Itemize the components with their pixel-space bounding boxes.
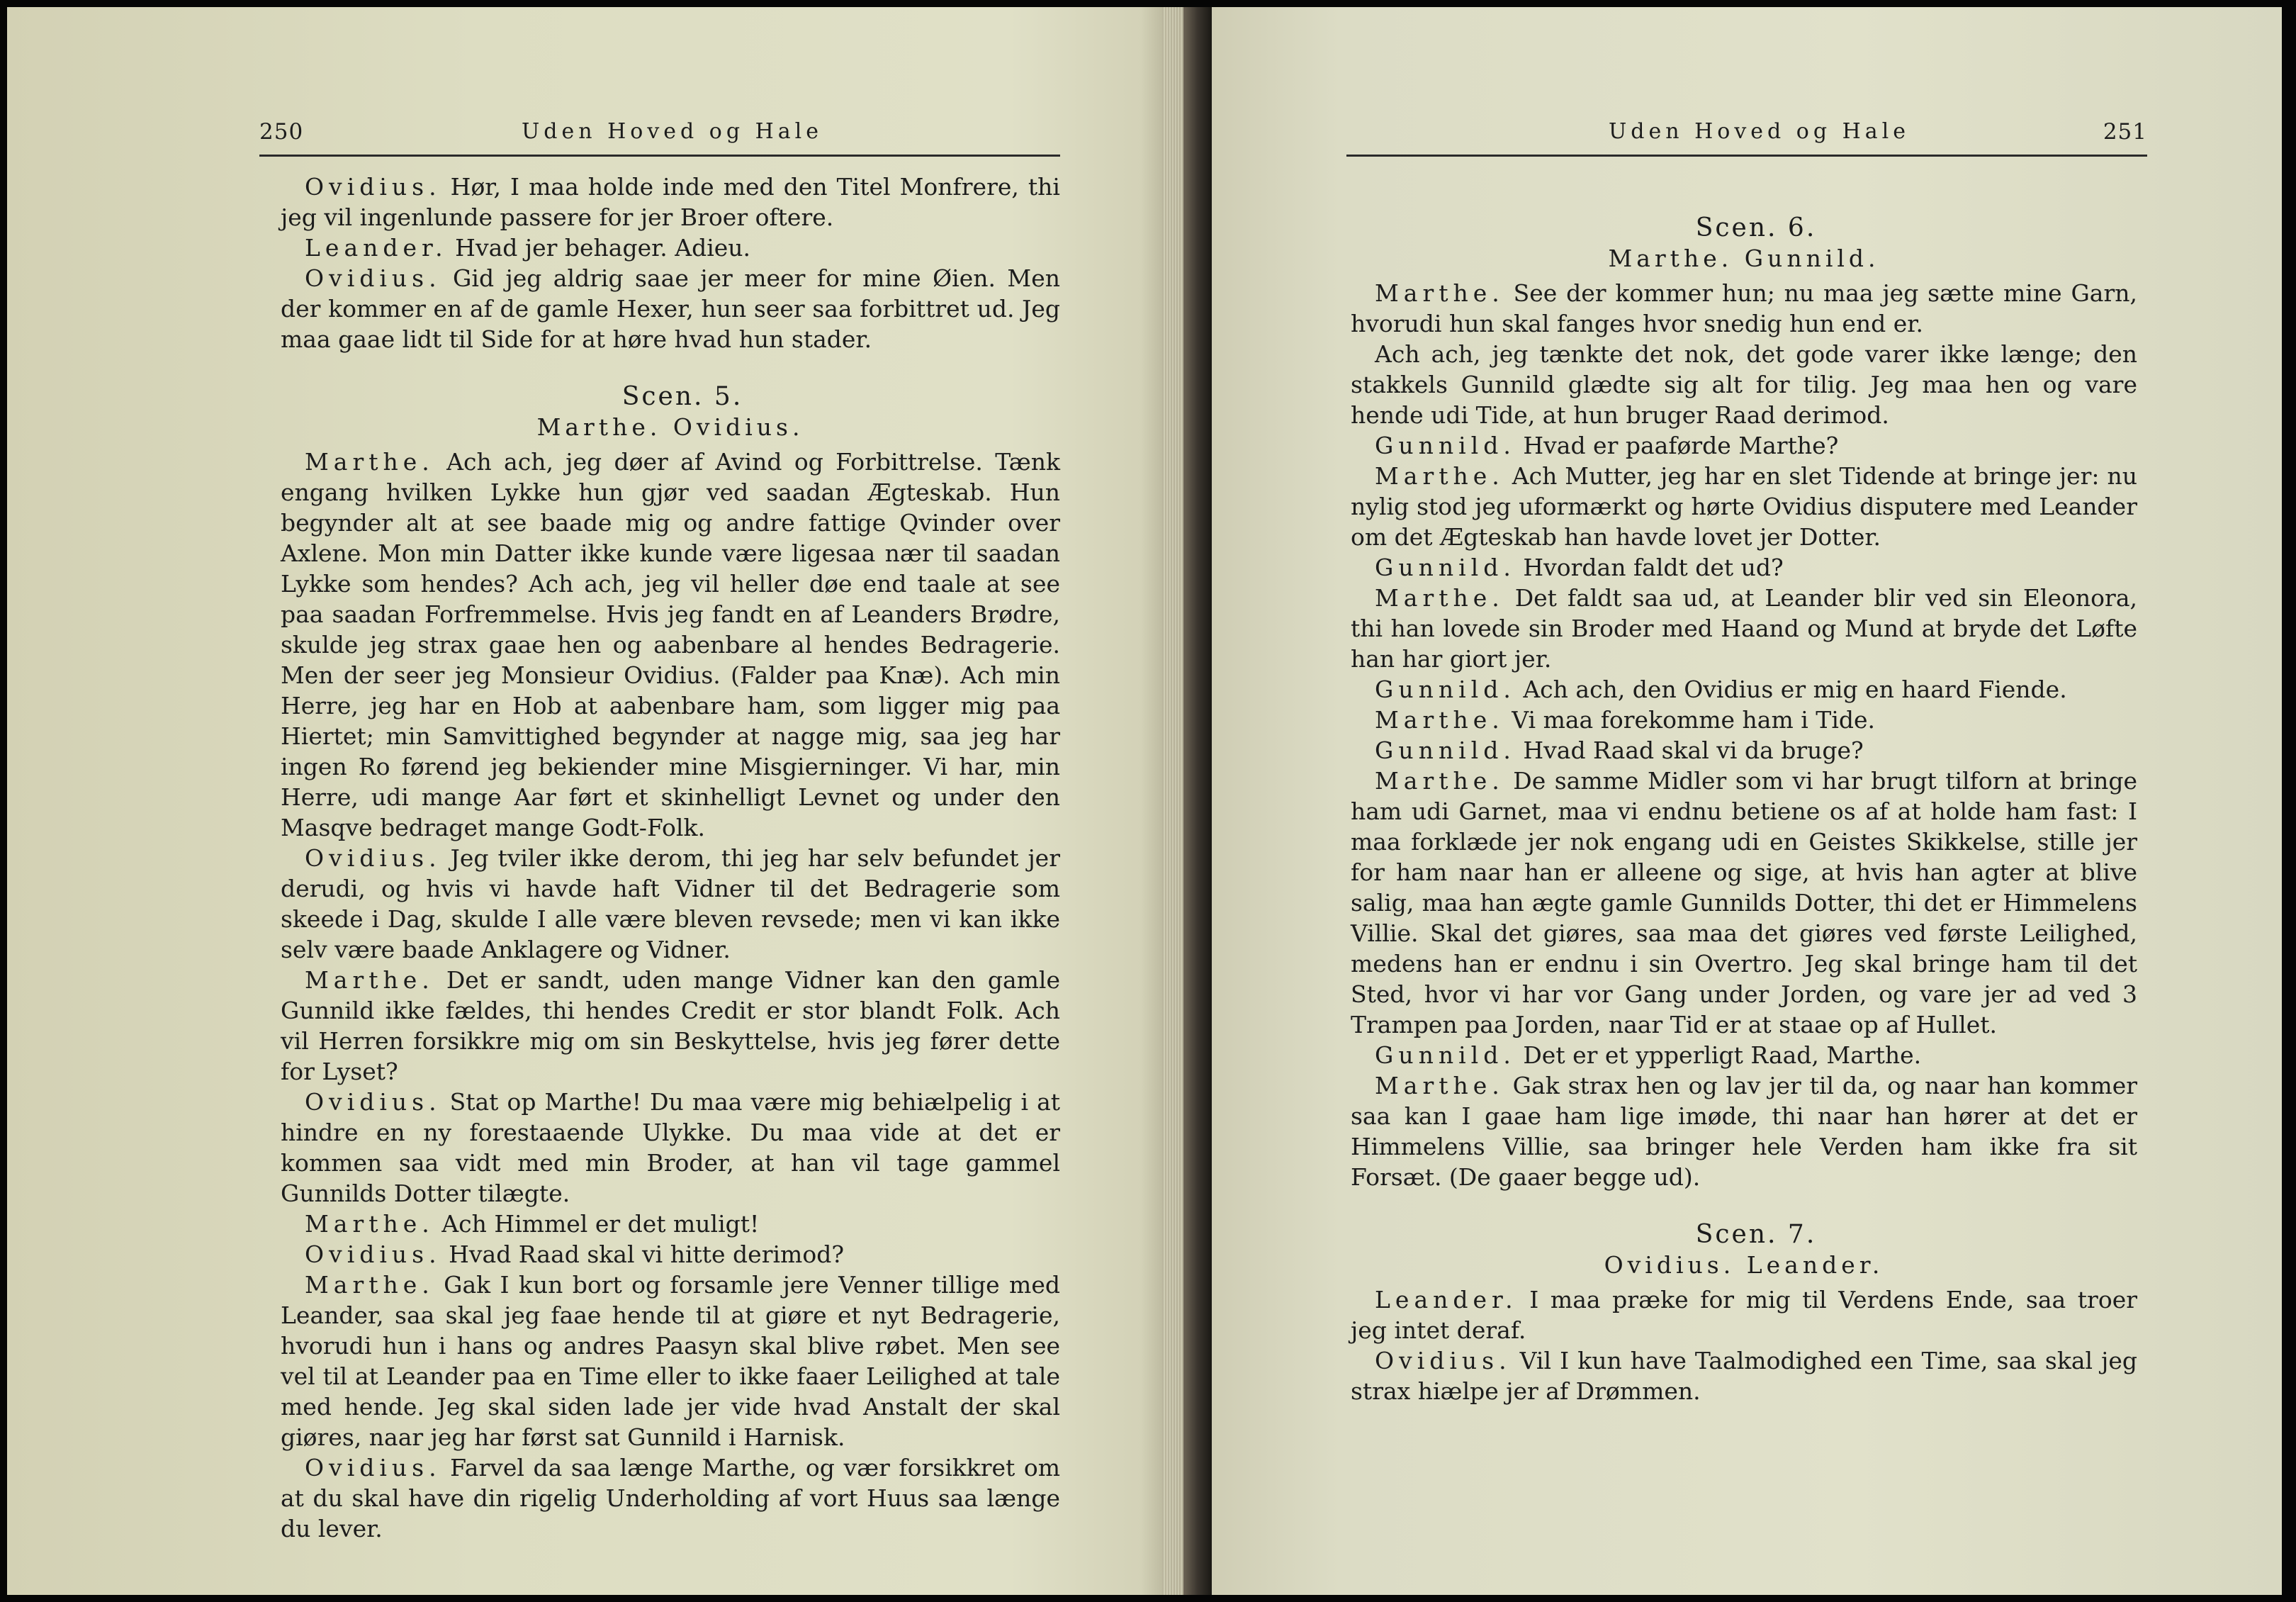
dialogue-line [281, 263, 1060, 354]
page-body [1351, 213, 2137, 1406]
dialogue-line [281, 1209, 1060, 1239]
speaker-name: Gunnild. [1375, 676, 1516, 703]
speech-text: De samme Midler som vi har brugt tilforn at bringe ham udi Garnet, maa vi endnu betiene os af at holde ham fast: I maa forklæde jer nok engang udi en Geistes Skikkelse, stille jer for ham naar han er alleene og sige, at hvis han agter at blive salig, maa han ægte gamle Gunnilds Dotter, thi det er Himmelens Villie. Skal det giøres, saa maa det giøres ved første Leilighed, medens han er endnu i sin Overtro. Jeg skal bringe ham til det Sted, hvor vi har vor Gang under Jorden, og vare jer ad ved 3 Trampen paa Jorden, naar Tid er at staae op af Hullet. [1351, 767, 2137, 1038]
dialogue-line [1351, 766, 2137, 1040]
character-list: Ovidius. Leander. [1604, 1251, 1884, 1279]
speaker-name: Marthe. [1375, 706, 1504, 734]
dialogue-line [281, 1087, 1060, 1209]
speaker-name: Ovidius. [1375, 1347, 1512, 1374]
speech-text: Vi maa forekomme ham i Tide. [1504, 706, 1876, 734]
speech-text: Hvad Raad skal vi da bruge? [1515, 736, 1864, 764]
speaker-name: Ovidius. [305, 173, 441, 201]
speaker-name: Marthe. [1375, 767, 1504, 795]
speaker-name: Ovidius. [305, 1088, 441, 1116]
dialogue-line [281, 233, 1060, 263]
speech-text: Gak strax hen og lav jer til da, og naar han kommer saa kan I gaae ham lige imøde, thi naar han hører at det er Himmelens Villie, saa bringer hele Verden ham ikke fra sit Forsæt. (De gaaer begge ud). [1351, 1072, 2137, 1191]
speaker-name: Gunnild. [1375, 554, 1516, 581]
speech-text: Gak I kun bort og forsamle jere Venner tillige med Leander, saa skal jeg faae hende til at giøre et nyt Bedragerie, hvorudi hun i hans og andres Paasyn skal blive røbet. Men see vel til at Leander paa en Time eller to ikke faaer Leilighed at tale med hende. Jeg skal siden lade jer vide hvad Anstalt der skal giøres, naar jeg har først sat Gunnild i Harnisk. [281, 1271, 1060, 1451]
right-page [1212, 7, 2282, 1595]
page-number: 251 [2103, 119, 2147, 145]
speech-text: Hør, I maa holde inde med den Titel Monfrere, thi jeg vil ingenlunde passere for jer Broer oftere. [281, 173, 1060, 231]
speaker-name: Marthe. [1375, 279, 1504, 307]
speaker-name: Gunnild. [1375, 432, 1516, 459]
page-edges [1162, 7, 1183, 1595]
speech-text: Ach ach, den Ovidius er mig en haard Fiende. [1515, 676, 2067, 703]
dialogue-line [281, 843, 1060, 965]
speaker-name: Marthe. [1375, 462, 1504, 490]
speaker-name: Gunnild. [1375, 1041, 1516, 1069]
speech-text: Ach ach, jeg døer af Avind og Forbittrelse. Tænk engang hvilken Lykke hun gjør ved saadan Ægteskab. Hun begynder alt at see baade mig og andre fattige Qvinder over Axlene. Mon min Datter ikke kunde være ligesaa nær til saadan Lykke som hendes? Ach ach, jeg vil heller døe end taale at see paa saadan Forfremmelse. Hvis jeg fandt en af Leanders Brødre, skulde jeg strax gaae hen og aabenbare al hendes Bedragerie. Men der seer jeg Monsieur Ovidius. (Falder paa Knæ). Ach min Herre, jeg har en Hob at aabenbare ham, som ligger mig paa Hiertet; min Samvittighed begynder at nagge mig, saa jeg har ingen Ro førend jeg bekiender mine Misgierninger. Vi har, min Herre, udi mange Aar ført et skinhelligt Levnet og under den Masqve bedraget mange Godt-Folk. [281, 448, 1060, 841]
dialogue-line [1351, 278, 2137, 339]
running-header [1346, 119, 2147, 157]
speaker-name: Marthe. [1375, 584, 1504, 612]
speaker-name: Ovidius. [305, 844, 441, 872]
dialogue-line [281, 1452, 1060, 1544]
dialogue-line [1351, 674, 2137, 705]
dialogue-text: Ach ach, jeg tænkte det nok, det gode varer ikke længe; den stakkels Gunnild glædte sig alt for tilig. Jeg maa hen og vare hende udi Tide, at hun bruger Raad derimod. [1351, 340, 2137, 429]
speech-text: Farvel da saa længe Marthe, og vær forsikkret om at du skal have din rigelig Underholding af vort Huus saa længe du lever. [281, 1454, 1060, 1542]
dialogue-line [281, 1239, 1060, 1270]
dialogue-line [281, 172, 1060, 233]
character-list: Marthe. Gunnild. [1608, 245, 1880, 272]
book-spine [1183, 7, 1212, 1595]
speech-text: Jeg tviler ikke derom, thi jeg har selv befundet jer derudi, og hvis vi havde haft Vidner til det Bedragerie som skeede i Dag, skulde I alle være bleven revsede; men vi kan ikke selv være baade Anklagere og Vidner. [281, 844, 1060, 963]
speech-text: Ach Mutter, jeg har en slet Tidende at bringe jer: nu nylig stod jeg uformærkt og hørte Ovidius disputere med Leander om det Ægteskab han havde lovet jer Dotter. [1351, 462, 2137, 551]
speech-text: Det faldt saa ud, at Leander blir ved sin Eleonora, thi han lovede sin Broder med Haand og Mund at bryde det Løfte han har giort jer. [1351, 584, 2137, 673]
speaker-name: Marthe. [305, 448, 434, 476]
dialogue-line [1351, 705, 2137, 735]
speech-text: Vil I kun have Taalmodighed een Time, saa skal jeg strax hiælpe jer af Drømmen. [1351, 1347, 2137, 1405]
speech-text: Det er sandt, uden mange Vidner kan den gamle Gunnild ikke fældes, thi hendes Credit er stor blandt Folk. Ach vil Herren forsikkre mig om sin Beskyttelse, hvis jeg fører dette for Lyset? [281, 966, 1060, 1085]
dialogue-line [1351, 735, 2137, 766]
speech-text: See der kommer hun; nu maa jeg sætte mine Garn, hvorudi hun skal fanges hvor snedig hun end er. [1351, 279, 2137, 337]
dialogue-line [281, 447, 1060, 843]
dialogue-line [1351, 583, 2137, 674]
dialogue-line [1351, 1070, 2137, 1192]
speaker-name: Marthe. [305, 966, 434, 994]
speaker-name: Ovidius. [305, 264, 441, 292]
speaker-name: Leander. [1375, 1286, 1518, 1313]
speaker-name: Ovidius. [305, 1454, 441, 1481]
scene-heading: Scen. 5. [621, 382, 743, 411]
running-header [259, 119, 1060, 157]
character-list: Marthe. Ovidius. [536, 413, 804, 441]
speech-text: Det er et ypperligt Raad, Marthe. [1515, 1041, 1922, 1069]
speech-text: Gid jeg aldrig saae jer meer for mine Øien. Men der kommer en af de gamle Hexer, hun seer saa forbittret ud. Jeg maa gaae lidt til Side for at høre hvad hun stader. [281, 264, 1060, 353]
speech-text: I maa præke for mig til Verdens Ende, saa troer jeg intet deraf. [1351, 1286, 2137, 1344]
speech-text: Stat op Marthe! Du maa være mig behiælpelig i at hindre en ny forestaaende Ulykke. Du maa vide at det er kommen saa vidt med min Broder, at han vil tage gammel Gunnilds Dotter tilægte. [281, 1088, 1060, 1207]
dialogue-line [1351, 1345, 2137, 1406]
dialogue-line [281, 965, 1060, 1087]
dialogue-line [1351, 1040, 2137, 1070]
speaker-name: Leander. [305, 234, 448, 262]
page-body [281, 172, 1060, 1544]
left-page [7, 7, 1183, 1595]
speech-text: Hvad Raad skal vi hitte derimod? [441, 1240, 845, 1268]
speech-text: Hvad jer behager. Adieu. [447, 234, 751, 262]
speaker-name: Marthe. [305, 1271, 434, 1299]
scene-heading: Scen. 6. [1695, 213, 1817, 242]
speaker-name: Marthe. [1375, 1072, 1504, 1099]
speech-text: Hvad er paaførde Marthe? [1515, 432, 1839, 459]
speech-text: Hvordan faldt det ud? [1515, 554, 1784, 581]
dialogue-line [1351, 1284, 2137, 1345]
speaker-name: Marthe. [305, 1210, 434, 1238]
speaker-name: Gunnild. [1375, 736, 1516, 764]
dialogue-line [1351, 430, 2137, 461]
running-title: Uden Hoved og Hale [522, 119, 823, 144]
dialogue-line [281, 1270, 1060, 1452]
speech-text: Ach Himmel er det muligt! [434, 1210, 760, 1238]
speaker-name: Ovidius. [305, 1240, 441, 1268]
scene-heading: Scen. 7. [1695, 1220, 1817, 1249]
running-title: Uden Hoved og Hale [1609, 119, 1910, 144]
dialogue-line [1351, 552, 2137, 583]
dialogue-line [1351, 461, 2137, 552]
page-number: 250 [259, 119, 304, 145]
